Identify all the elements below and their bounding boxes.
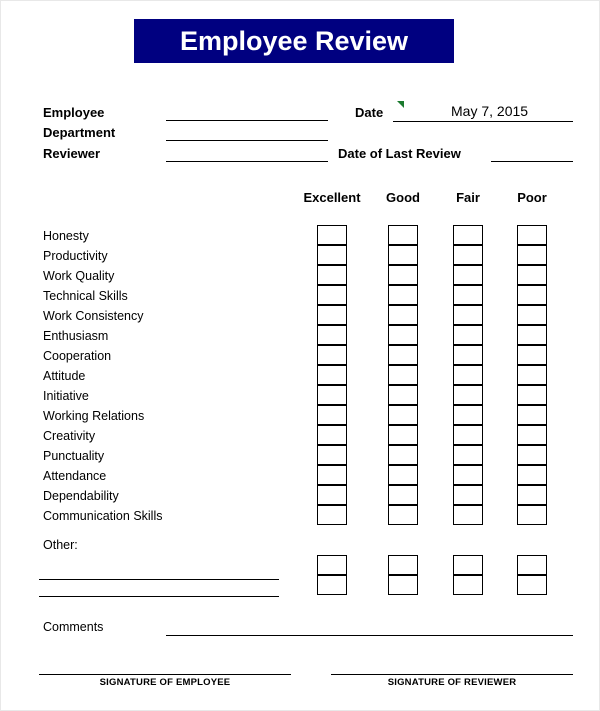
rating-box-punctuality-fair[interactable] (453, 445, 483, 465)
rating-column-header-good: Good (386, 190, 420, 205)
rating-box-technical-skills-good[interactable] (388, 285, 418, 305)
rating-box-initiative-good[interactable] (388, 385, 418, 405)
rating-box-initiative-excellent[interactable] (317, 385, 347, 405)
rating-box-work-consistency-fair[interactable] (453, 305, 483, 325)
rating-box-dependability-poor[interactable] (517, 485, 547, 505)
rating-box-other-1-poor[interactable] (517, 555, 547, 575)
rating-box-enthusiasm-poor[interactable] (517, 325, 547, 345)
rating-box-technical-skills-fair[interactable] (453, 285, 483, 305)
criteria-label-working-relations: Working Relations (43, 409, 145, 423)
rating-column-header-fair: Fair (456, 190, 480, 205)
rating-box-attitude-good[interactable] (388, 365, 418, 385)
employee-signature-caption: SIGNATURE OF EMPLOYEE (99, 677, 231, 688)
rating-box-work-consistency-excellent[interactable] (317, 305, 347, 325)
rating-box-honesty-poor[interactable] (517, 225, 547, 245)
criteria-label-work-consistency: Work Consistency (43, 309, 144, 323)
rating-box-other-2-excellent[interactable] (317, 575, 347, 595)
rating-box-creativity-poor[interactable] (517, 425, 547, 445)
employee-input[interactable] (166, 120, 328, 121)
criteria-label-attendance: Attendance (43, 469, 107, 483)
rating-box-attendance-poor[interactable] (517, 465, 547, 485)
rating-box-cooperation-fair[interactable] (453, 345, 483, 365)
rating-box-other-1-excellent[interactable] (317, 555, 347, 575)
rating-box-productivity-fair[interactable] (453, 245, 483, 265)
rating-box-creativity-excellent[interactable] (317, 425, 347, 445)
rating-box-punctuality-good[interactable] (388, 445, 418, 465)
rating-box-work-consistency-poor[interactable] (517, 305, 547, 325)
rating-box-attitude-excellent[interactable] (317, 365, 347, 385)
rating-box-creativity-fair[interactable] (453, 425, 483, 445)
department-label: Department (43, 125, 116, 140)
criteria-label-attitude: Attitude (43, 369, 86, 383)
rating-box-cooperation-excellent[interactable] (317, 345, 347, 365)
rating-box-other-2-poor[interactable] (517, 575, 547, 595)
rating-box-enthusiasm-good[interactable] (388, 325, 418, 345)
criteria-label-work-quality: Work Quality (43, 269, 115, 283)
rating-column-header-excellent: Excellent (303, 190, 361, 205)
rating-box-dependability-excellent[interactable] (317, 485, 347, 505)
rating-box-working-relations-good[interactable] (388, 405, 418, 425)
date-of-last-review-label: Date of Last Review (338, 146, 461, 161)
criteria-label-cooperation: Cooperation (43, 349, 112, 363)
rating-box-enthusiasm-fair[interactable] (453, 325, 483, 345)
rating-box-communication-skills-excellent[interactable] (317, 505, 347, 525)
rating-box-working-relations-poor[interactable] (517, 405, 547, 425)
date-value: May 7, 2015 (451, 103, 529, 119)
rating-box-working-relations-fair[interactable] (453, 405, 483, 425)
date-of-last-review-input[interactable] (491, 161, 573, 162)
rating-box-honesty-good[interactable] (388, 225, 418, 245)
reviewer-label: Reviewer (43, 146, 101, 161)
rating-box-enthusiasm-excellent[interactable] (317, 325, 347, 345)
form-title-banner (134, 19, 454, 63)
other-line-2[interactable] (39, 596, 279, 597)
reviewer-signature-caption: SIGNATURE OF REVIEWER (387, 677, 517, 688)
rating-box-working-relations-excellent[interactable] (317, 405, 347, 425)
department-input[interactable] (166, 140, 328, 141)
criteria-label-punctuality: Punctuality (43, 449, 105, 463)
rating-box-productivity-good[interactable] (388, 245, 418, 265)
rating-box-other-1-fair[interactable] (453, 555, 483, 575)
employee-label: Employee (43, 105, 105, 120)
date-input[interactable] (393, 121, 573, 122)
rating-column-header-poor: Poor (517, 190, 547, 205)
page-title: Employee Review (179, 25, 409, 56)
comment-flag-icon (397, 101, 404, 108)
rating-box-work-quality-fair[interactable] (453, 265, 483, 285)
rating-box-communication-skills-good[interactable] (388, 505, 418, 525)
date-label: Date (355, 105, 384, 120)
rating-box-attitude-fair[interactable] (453, 365, 483, 385)
rating-box-work-quality-excellent[interactable] (317, 265, 347, 285)
rating-box-honesty-excellent[interactable] (317, 225, 347, 245)
rating-box-other-2-good[interactable] (388, 575, 418, 595)
rating-box-technical-skills-excellent[interactable] (317, 285, 347, 305)
criteria-label-communication-skills: Communication Skills (43, 509, 163, 523)
rating-box-initiative-poor[interactable] (517, 385, 547, 405)
rating-box-cooperation-good[interactable] (388, 345, 418, 365)
other-label: Other: (43, 538, 78, 552)
employee-signature-line[interactable] (39, 674, 291, 675)
rating-box-productivity-poor[interactable] (517, 245, 547, 265)
criteria-label-technical-skills: Technical Skills (43, 289, 128, 303)
rating-box-dependability-fair[interactable] (453, 485, 483, 505)
rating-box-attendance-fair[interactable] (453, 465, 483, 485)
rating-box-work-consistency-good[interactable] (388, 305, 418, 325)
criteria-label-initiative: Initiative (43, 389, 89, 403)
criteria-label-enthusiasm: Enthusiasm (43, 329, 109, 343)
reviewer-input[interactable] (166, 161, 328, 162)
rating-box-attendance-good[interactable] (388, 465, 418, 485)
rating-box-cooperation-poor[interactable] (517, 345, 547, 365)
rating-box-productivity-excellent[interactable] (317, 245, 347, 265)
rating-box-honesty-fair[interactable] (453, 225, 483, 245)
rating-box-attendance-excellent[interactable] (317, 465, 347, 485)
rating-box-communication-skills-fair[interactable] (453, 505, 483, 525)
criteria-label-honesty: Honesty (43, 229, 89, 243)
rating-box-other-2-fair[interactable] (453, 575, 483, 595)
rating-box-work-quality-good[interactable] (388, 265, 418, 285)
criteria-label-dependability: Dependability (43, 489, 119, 503)
rating-box-punctuality-poor[interactable] (517, 445, 547, 465)
rating-box-technical-skills-poor[interactable] (517, 285, 547, 305)
rating-box-other-1-good[interactable] (388, 555, 418, 575)
rating-box-attitude-poor[interactable] (517, 365, 547, 385)
rating-box-creativity-good[interactable] (388, 425, 418, 445)
reviewer-signature-line[interactable] (331, 674, 573, 675)
rating-box-initiative-fair[interactable] (453, 385, 483, 405)
rating-box-dependability-good[interactable] (388, 485, 418, 505)
criteria-label-creativity: Creativity (43, 429, 96, 443)
rating-box-work-quality-poor[interactable] (517, 265, 547, 285)
rating-box-punctuality-excellent[interactable] (317, 445, 347, 465)
rating-box-communication-skills-poor[interactable] (517, 505, 547, 525)
other-line-1[interactable] (39, 579, 279, 580)
comments-input[interactable] (166, 635, 573, 636)
comments-label: Comments (43, 620, 104, 634)
criteria-label-productivity: Productivity (43, 249, 108, 263)
